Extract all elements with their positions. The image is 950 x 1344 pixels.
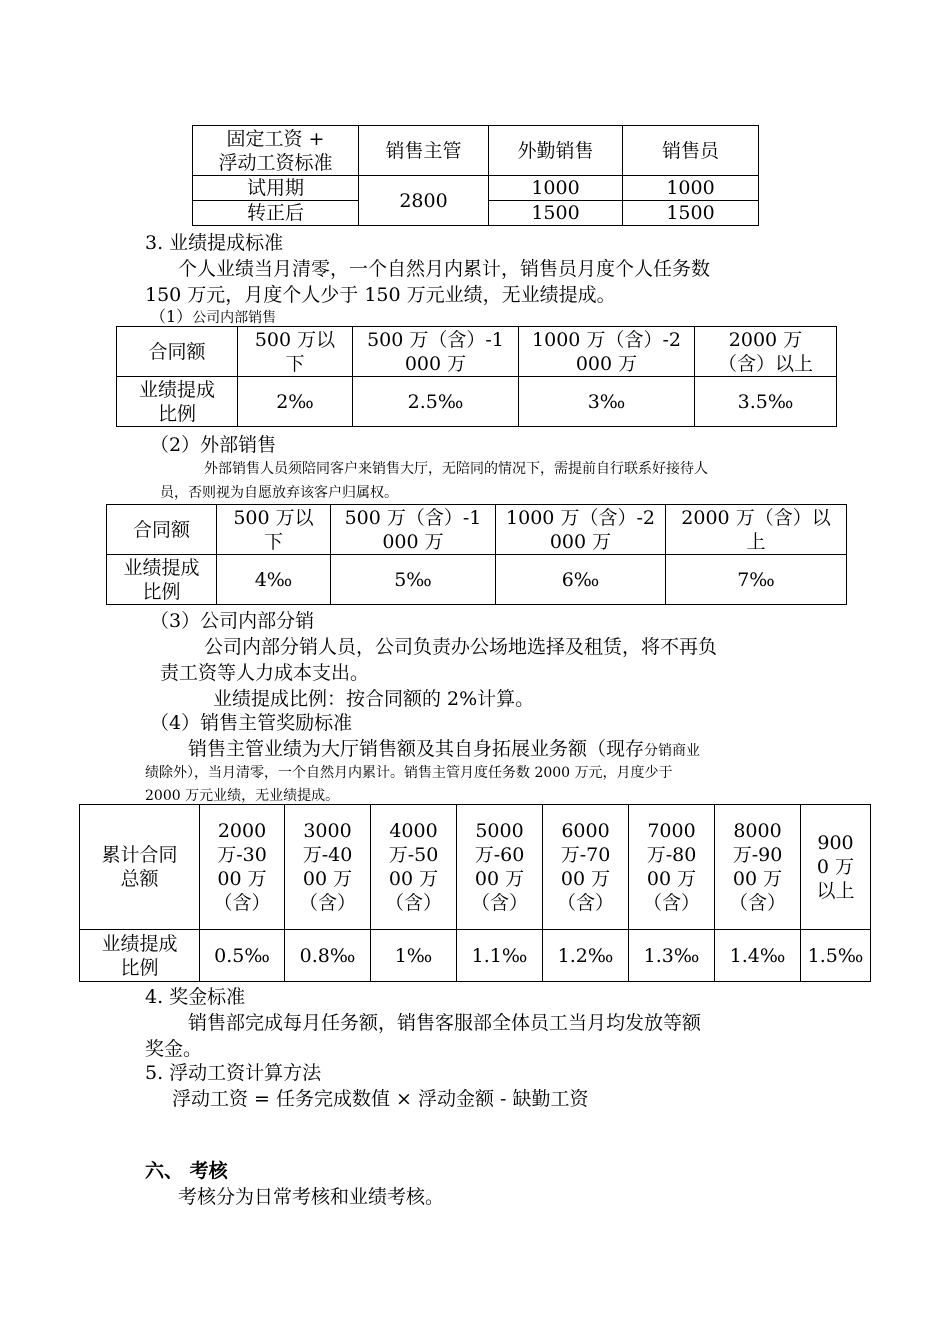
internal-header-cell: 合同额 [117, 327, 238, 377]
internal-header-cell: 500 万以下 [238, 327, 353, 377]
manager-rate-cell: 1.5‰ [801, 930, 871, 982]
manager-reward-para-line1 [188, 734, 700, 761]
manager-rate-cell: 1.4‰ [715, 930, 801, 982]
salary-cell: 1000 [489, 176, 623, 201]
manager-rate-cell: 0.8‰ [285, 930, 371, 982]
internal-header-cell: 2000 万（含）以上 [695, 327, 837, 377]
external-header-cell: 2000 万（含）以上 [666, 505, 847, 555]
section-5-title: 5. 浮动工资计算方法 [145, 1062, 322, 1084]
distribution-para-line2: 责工资等人力成本支出。 [160, 662, 370, 684]
section-3-title: 3. 业绩提成标准 [145, 232, 284, 254]
section-3-para-line2: 150 万元，月度个人少于 150 万元业绩，无业绩提成。 [145, 284, 616, 306]
manager-rate-cell: 0.5‰ [200, 930, 285, 982]
distribution-para-line1: 公司内部分销人员，公司负责办公场地选择及租赁，将不再负 [204, 636, 718, 658]
external-sales-note-line1: 外部销售人员须陪同客户来销售大厅，无陪同的情况下，需提前自行联系好接待人 [204, 461, 708, 477]
manager-reward-para-line3: 2000 万元业绩，无业绩提成。 [145, 788, 340, 804]
salary-table [192, 125, 759, 226]
external-header-cell: 500 万以下 [217, 505, 331, 555]
section-6-title: 六、 考核 [145, 1160, 228, 1182]
manager-reward-para-main: 销售主管业绩为大厅销售额及其自身拓展业务额（现存 [188, 738, 645, 760]
external-header-cell: 1000 万（含）-2000 万 [496, 505, 666, 555]
manager-range-cell: 5000 万-6000 万（含） [457, 805, 543, 930]
manager-rate-cell: 1.3‰ [629, 930, 715, 982]
section-4-para-line2: 奖金。 [145, 1038, 203, 1060]
internal-sales-table [116, 326, 837, 427]
internal-sales-heading [150, 304, 276, 327]
salary-row-label: 试用期 [193, 176, 359, 201]
section-4-para-line1: 销售部完成每月任务额，销售客服部全体员工当月均发放等额 [188, 1012, 702, 1034]
external-rate-cell: 4‰ [217, 555, 331, 605]
salary-header-standard [193, 126, 359, 176]
internal-rate-cell: 3‰ [519, 377, 695, 427]
manager-range-cell: 7000 万-8000 万（含） [629, 805, 715, 930]
manager-rate-cell: 1.2‰ [543, 930, 629, 982]
distribution-rate-text: 业绩提成比例：按合同额的 2%计算。 [213, 688, 535, 710]
salary-row-label: 转正后 [193, 201, 359, 226]
external-header-cell: 500 万（含）-1000 万 [331, 505, 496, 555]
salary-header-standard-line1: 固定工资 + [226, 127, 325, 150]
external-sales-title: （2）外部销售 [150, 434, 277, 456]
manager-reward-row2-label: 业绩提成比例 [80, 930, 200, 982]
external-sales-table [106, 504, 847, 605]
manager-rate-cell: 1.1‰ [457, 930, 543, 982]
manager-range-cell: 9000 万以上 [801, 805, 871, 930]
manager-range-cell: 2000 万-3000 万（含） [200, 805, 285, 930]
external-header-cell: 合同额 [107, 505, 217, 555]
salary-header-manager: 销售主管 [359, 126, 489, 176]
internal-sales-title: 公司内部销售 [192, 310, 277, 326]
external-rate-cell: 6‰ [496, 555, 666, 605]
manager-range-cell: 4000 万-5000 万（含） [371, 805, 457, 930]
external-sales-note-line2: 员，否则视为自愿放弃该客户归属权。 [160, 485, 398, 501]
section-5-formula: 浮动工资 = 任务完成数值 × 浮动金额 - 缺勤工资 [172, 1088, 589, 1110]
manager-reward-title: （4）销售主管奖励标准 [150, 712, 353, 734]
manager-range-cell: 8000 万-9000 万（含） [715, 805, 801, 930]
salary-header-field-sales: 外勤销售 [489, 126, 623, 176]
manager-reward-row1-label: 累计合同总额 [80, 805, 200, 930]
internal-rate-cell: 3.5‰ [695, 377, 837, 427]
internal-header-cell: 500 万（含）-1000 万 [353, 327, 519, 377]
manager-reward-table [79, 804, 871, 982]
salary-manager-value: 2800 [359, 176, 489, 226]
manager-range-cell: 6000 万-7000 万（含） [543, 805, 629, 930]
internal-sales-prefix: （1） [150, 307, 193, 326]
external-rate-cell: 5‰ [331, 555, 496, 605]
internal-rate-cell: 2.5‰ [353, 377, 519, 427]
manager-reward-para-small: 分销商业 [644, 743, 701, 759]
manager-range-cell: 3000 万-4000 万（含） [285, 805, 371, 930]
internal-rate-cell: 2‰ [238, 377, 353, 427]
section-6-para: 考核分为日常考核和业绩考核。 [178, 1186, 445, 1208]
manager-reward-para-line2: 绩除外），当月清零，一个自然月内累计。销售主管月度任务数 2000 万元，月度少于 [145, 765, 673, 781]
salary-header-salesperson: 销售员 [623, 126, 759, 176]
internal-rate-label: 业绩提成比例 [117, 377, 238, 427]
salary-cell: 1500 [489, 201, 623, 226]
external-rate-cell: 7‰ [666, 555, 847, 605]
salary-cell: 1000 [623, 176, 759, 201]
manager-rate-cell: 1‰ [371, 930, 457, 982]
section-4-title: 4. 奖金标准 [145, 986, 246, 1008]
salary-header-standard-line2: 浮动工资标准 [218, 151, 333, 174]
section-3-para-line1: 个人业绩当月清零，一个自然月内累计，销售员月度个人任务数 [178, 258, 711, 280]
salary-cell: 1500 [623, 201, 759, 226]
external-rate-label: 业绩提成比例 [107, 555, 217, 605]
internal-header-cell: 1000 万（含）-2000 万 [519, 327, 695, 377]
distribution-title: （3）公司内部分销 [150, 610, 315, 632]
